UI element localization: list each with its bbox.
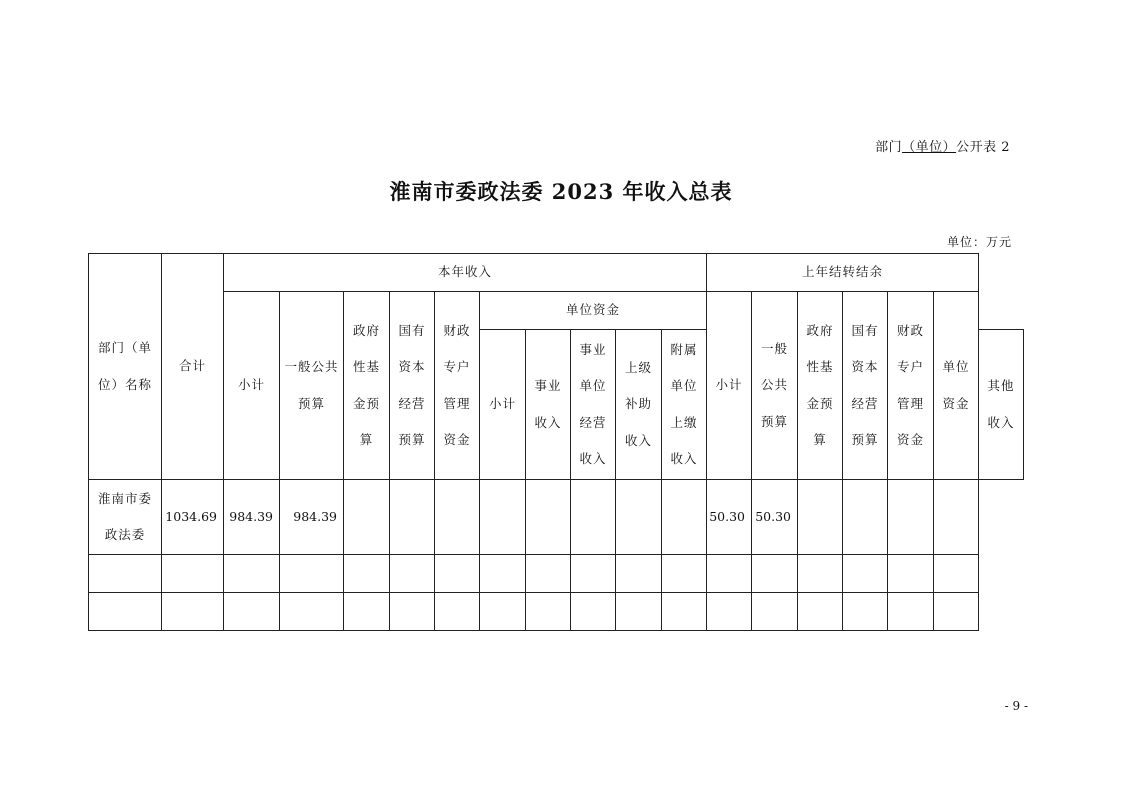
table-row-empty xyxy=(89,593,1024,631)
income-summary-table xyxy=(88,253,1024,631)
cell-empty xyxy=(934,480,979,555)
header-prev-unit-funds: 单位资金 xyxy=(934,292,979,480)
page-number: - 9 - xyxy=(1004,699,1028,713)
header-uf-affiliated-income: 附属单位上缴收入 xyxy=(662,330,707,480)
header-paren: （单位） xyxy=(902,140,957,155)
header-cur-fiscal-account: 财政专户管理资金 xyxy=(435,292,480,480)
cell-empty xyxy=(662,480,707,555)
header-cur-fund-budget: 政府性基金预算 xyxy=(344,292,390,480)
header-uf-business-income: 事业收入 xyxy=(526,330,571,480)
cell-empty xyxy=(843,480,888,555)
header-current-year-income: 本年收入 xyxy=(224,254,707,292)
cell-empty xyxy=(435,480,480,555)
cell-prev-general: 50.30 xyxy=(752,480,798,555)
header-prefix: 部门 xyxy=(875,140,903,155)
cell-empty xyxy=(798,480,843,555)
header-dept-name: 部门（单位）名称 xyxy=(89,254,162,480)
cell-empty xyxy=(888,480,934,555)
header-suffix: 公开表 2 xyxy=(956,140,1010,155)
cell-empty xyxy=(480,480,526,555)
header-prev-subtotal: 小计 xyxy=(707,292,752,480)
cell-cur-general: 984.39 xyxy=(280,480,344,555)
cell-prev-subtotal: 50.30 xyxy=(707,480,752,555)
header-cur-state-capital: 国有资本经营预算 xyxy=(390,292,435,480)
header-uf-subsidy-income: 上级补助收入 xyxy=(616,330,662,480)
page-title: 淮南市委政法委 2023 年收入总表 xyxy=(389,179,733,204)
header-total: 合计 xyxy=(162,254,224,480)
header-cur-subtotal: 小计 xyxy=(224,292,280,480)
table-row-empty xyxy=(89,555,1024,593)
header-prev-fiscal-account: 财政专户管理资金 xyxy=(888,292,934,480)
header-unit-funds: 单位资金 xyxy=(480,292,707,330)
cell-cur-subtotal: 984.39 xyxy=(224,480,280,555)
header-prev-state-capital: 国有资本经营预算 xyxy=(843,292,888,480)
cell-total: 1034.69 xyxy=(162,480,224,555)
header-uf-operating-income: 事业单位经营收入 xyxy=(571,330,616,480)
unit-note: 单位：万元 xyxy=(946,235,1012,249)
cell-empty xyxy=(526,480,571,555)
header-cur-general-budget: 一般公共预算 xyxy=(280,292,344,480)
header-prev-fund-budget: 政府性基金预算 xyxy=(798,292,843,480)
cell-empty xyxy=(344,480,390,555)
header-uf-subtotal: 小计 xyxy=(480,330,526,480)
cell-empty xyxy=(390,480,435,555)
cell-empty xyxy=(616,480,662,555)
cell-empty xyxy=(571,480,616,555)
cell-dept-name: 淮南市委政法委 xyxy=(89,480,162,555)
header-prev-year-carryover: 上年结转结余 xyxy=(707,254,979,292)
table-number-note xyxy=(875,136,1010,155)
header-prev-general-budget: 一般公共预算 xyxy=(752,292,798,480)
table-row xyxy=(89,480,1024,555)
header-uf-other-income: 其他收入 xyxy=(979,330,1024,480)
